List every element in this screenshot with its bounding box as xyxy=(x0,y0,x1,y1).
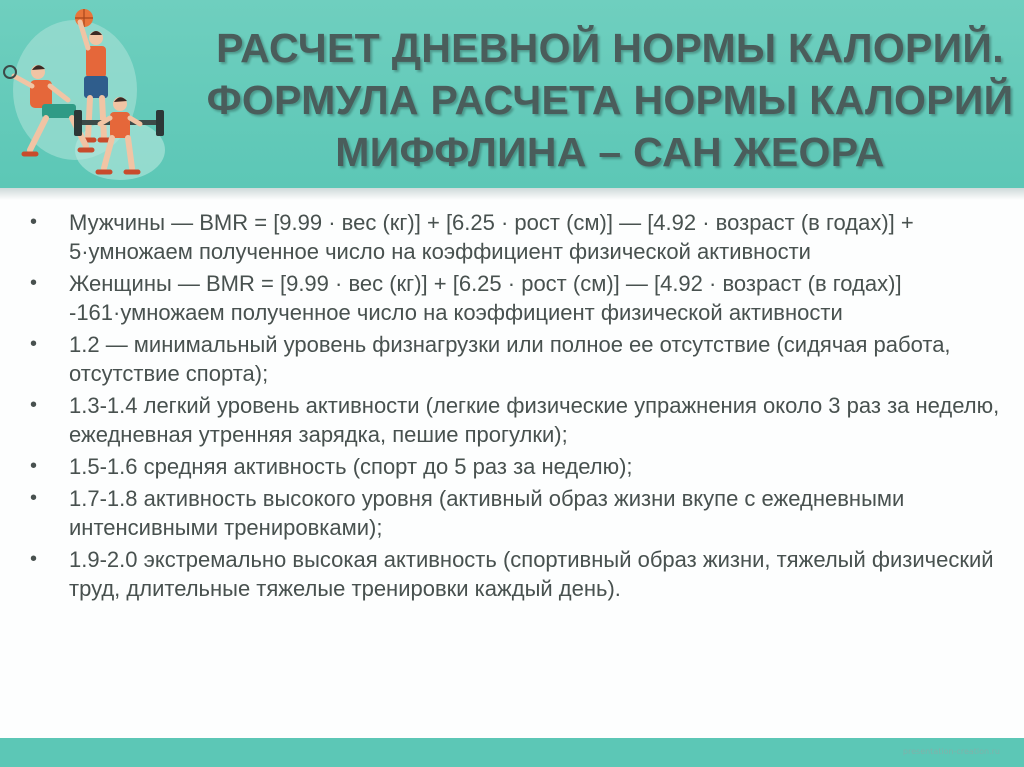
bullet-icon: • xyxy=(30,333,38,355)
bullet-text: 1.2 — минимальный уровень физнагрузки или полное ее отсутствие (сидячая работа, отсутствие спорта); xyxy=(69,332,951,386)
bullet-item-women-formula xyxy=(30,269,1005,327)
bullet-list xyxy=(30,208,1005,606)
bullet-item-level-1-3 xyxy=(30,391,1005,449)
title-line-2: ФОРМУЛА РАСЧЕТА НОРМЫ КАЛОРИЙ xyxy=(206,77,1014,123)
bullet-icon: • xyxy=(30,548,38,570)
bullet-text: 1.7-1.8 активность высокого уровня (активный образ жизни вкупе с ежедневными интенсивными тренировками); xyxy=(69,486,905,540)
watermark: presentation-creation.ru xyxy=(902,747,1000,756)
bullet-item-level-1-2 xyxy=(30,330,1005,388)
slide-title xyxy=(200,22,1020,178)
bullet-text: 1.9-2.0 экстремально высокая активность (спортивный образ жизни, тяжелый физический труд, длительные тяжелые тренировки каждый день). xyxy=(69,547,994,601)
footer-band xyxy=(0,738,1024,767)
bullet-icon: • xyxy=(30,211,38,233)
bullet-item-level-1-9 xyxy=(30,545,1005,603)
bullet-item-level-1-5 xyxy=(30,452,1005,481)
title-line-3: МИФФЛИНА – САН ЖЕОРА xyxy=(335,129,885,175)
bullet-text: Мужчины — BMR = [9.99 · вес (кг)] + [6.25 · рост (см)] — [4.92 · возраст (в годах)] + 5·умножаем полученное число на коэффициент физической активности xyxy=(69,210,914,264)
athletes-illustration-icon xyxy=(0,0,200,188)
bullet-icon: • xyxy=(30,487,38,509)
bullet-item-men-formula xyxy=(30,208,1005,266)
bullet-icon: • xyxy=(30,394,38,416)
title-line-1: РАСЧЕТ ДНЕВНОЙ НОРМЫ КАЛОРИЙ. xyxy=(216,25,1004,71)
bullet-item-level-1-7 xyxy=(30,484,1005,542)
bullet-icon: • xyxy=(30,272,38,294)
bullet-icon: • xyxy=(30,455,38,477)
bullet-text: 1.5-1.6 средняя активность (спорт до 5 раз за неделю); xyxy=(69,454,633,479)
header-shadow xyxy=(0,188,1024,200)
bullet-text: 1.3-1.4 легкий уровень активности (легкие физические упражнения около 3 раз за неделю, ежедневная утренняя зарядка, пешие прогулки); xyxy=(69,393,1000,447)
bullet-text: Женщины — BMR = [9.99 · вес (кг)] + [6.25 · рост (см)] — [4.92 · возраст (в годах)] -161·умножаем полученное число на коэффициент физической активности xyxy=(69,271,902,325)
